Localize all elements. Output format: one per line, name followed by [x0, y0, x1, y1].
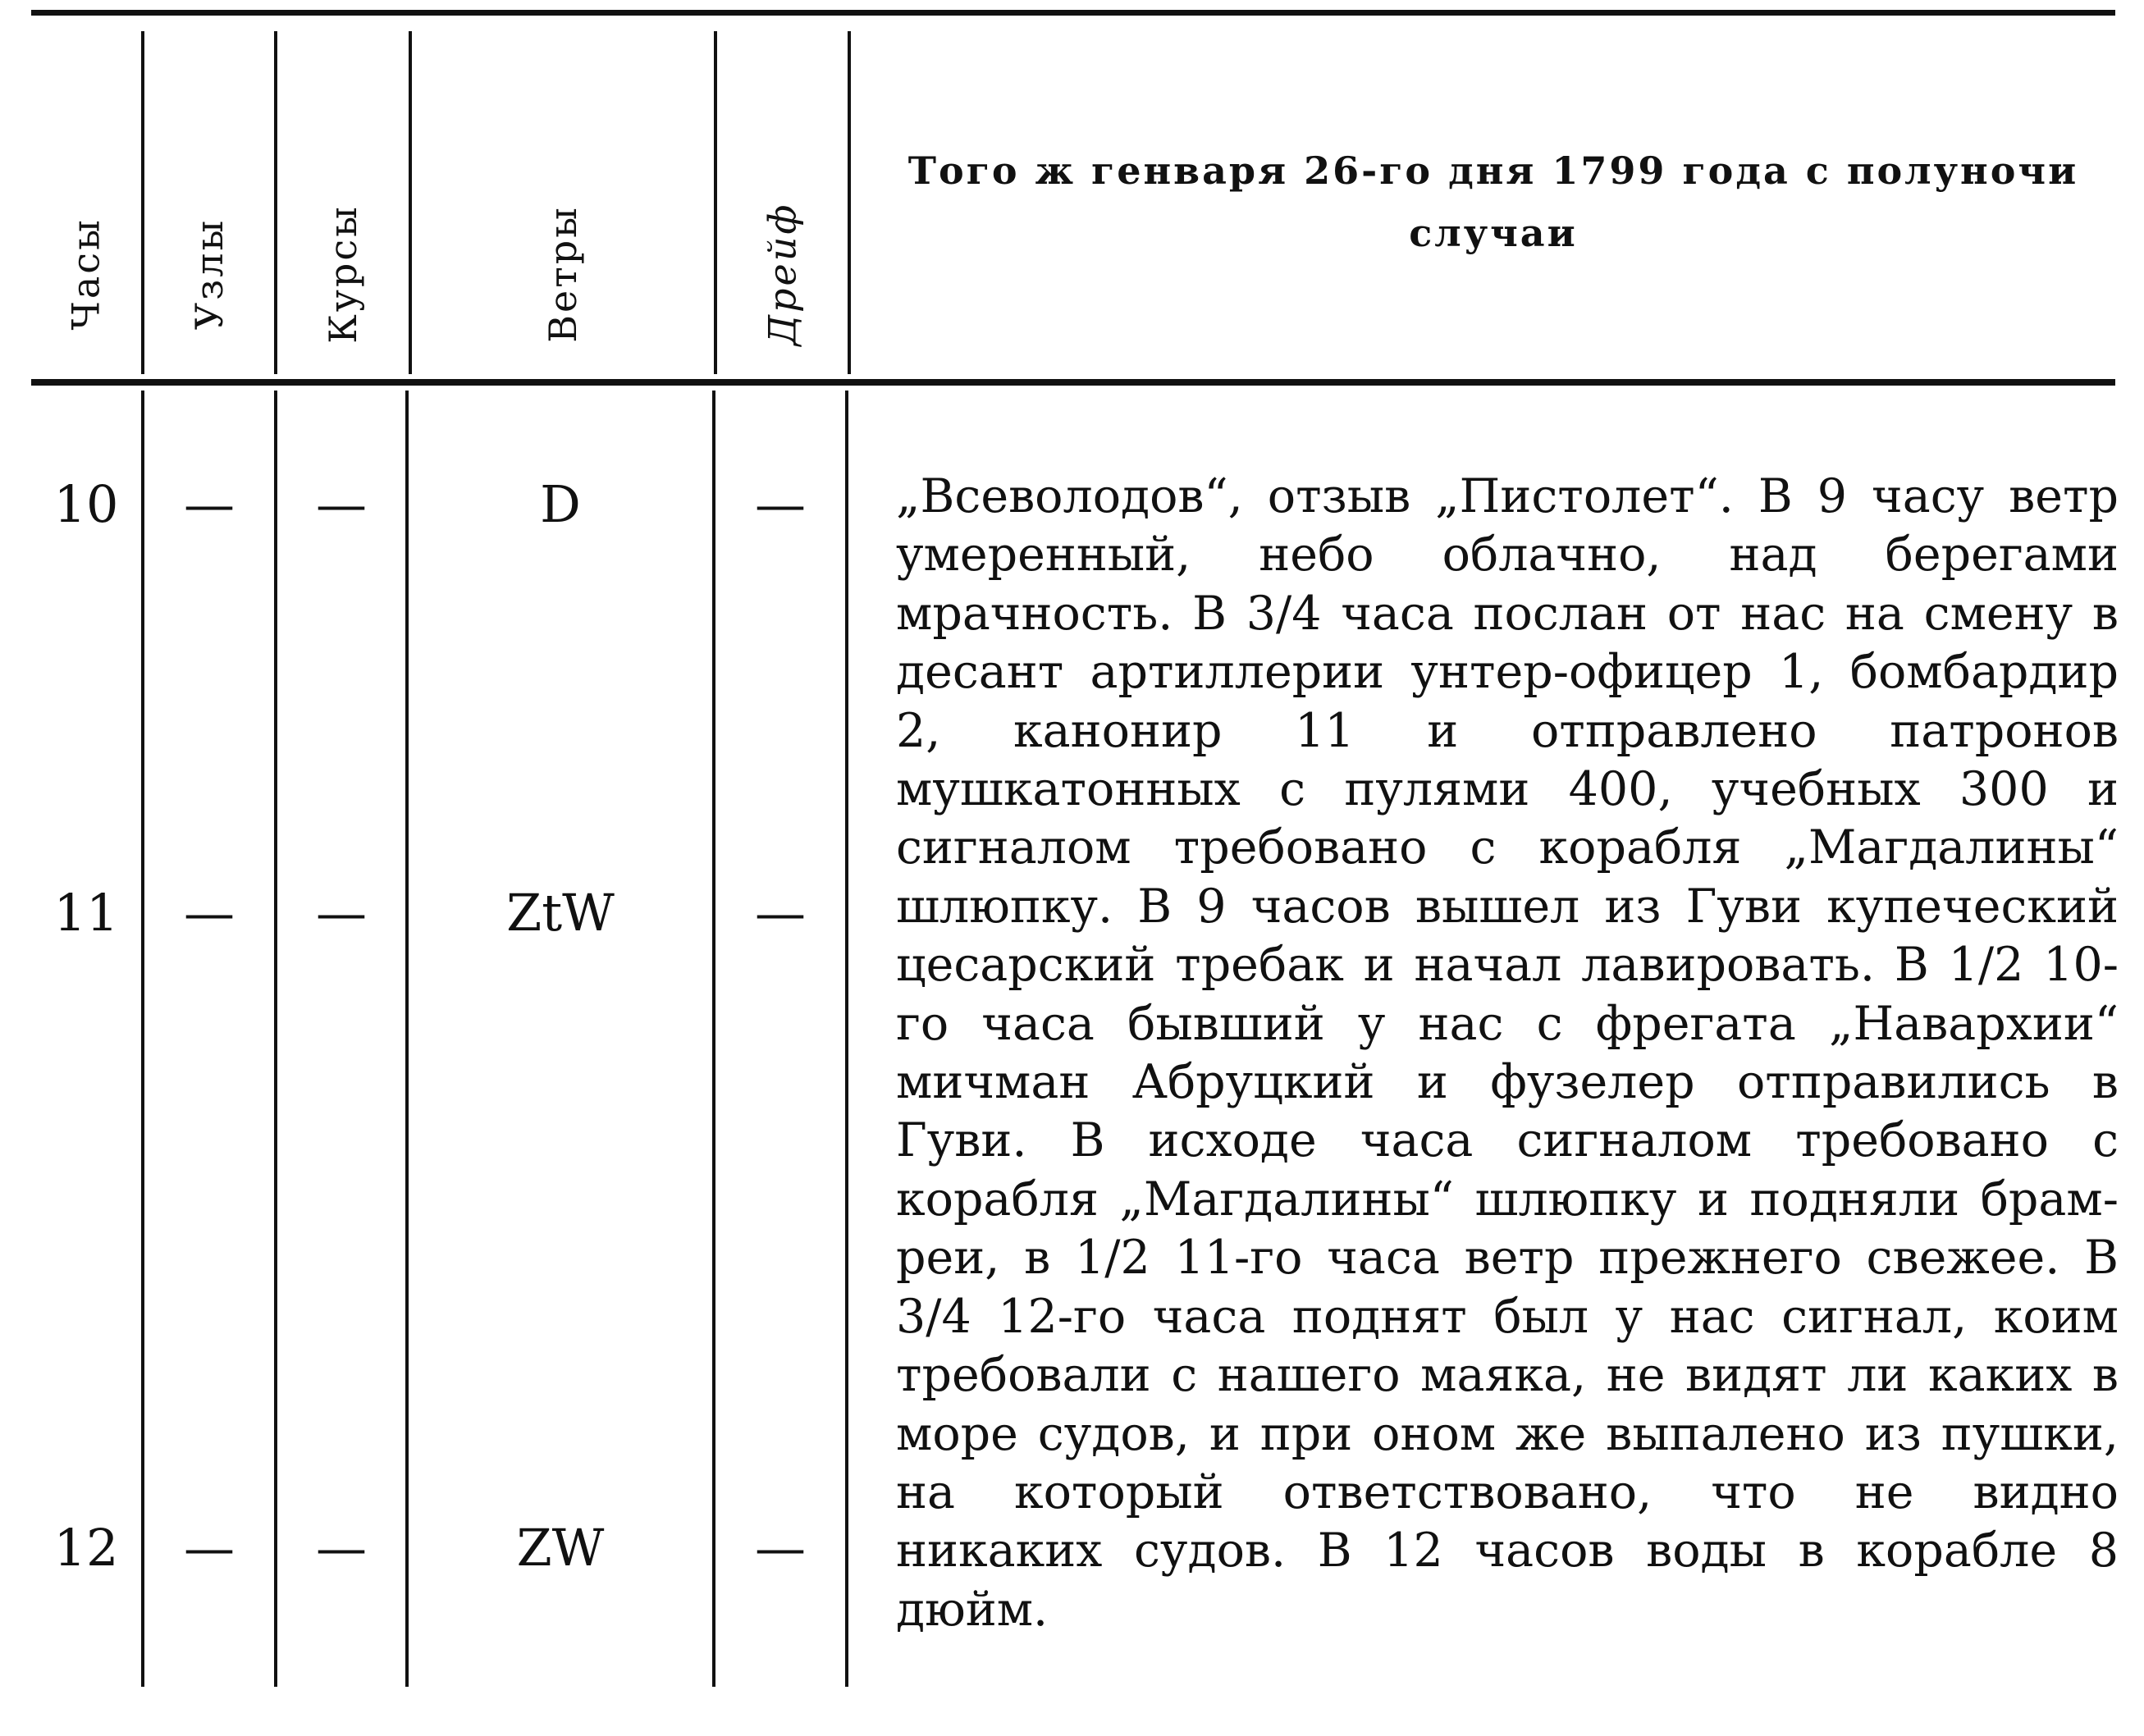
journal-entry [896, 468, 2119, 1639]
course-cell: — [316, 1518, 367, 1578]
wind-cell: ZtW [506, 883, 615, 943]
course-cell: — [316, 883, 367, 943]
column-divider [712, 391, 715, 1687]
heading-line-1: Того ж генваря 26-го дня 1799 года с полуночи [907, 148, 2079, 193]
knots-cell: — [184, 474, 235, 534]
journal-entry-text: „Всеволодов“, отзыв „Пистолет“. В 9 часу ветр умеренный, небо облачно, над берегами мрачность. В 3/4 часа послан от нас на смену в десант артиллерии унтер-офицер 1, бомбардир 2, канонир 11 и отправлено патронов мушкатонных с пулями 400, учебных 300 и сигналом требовано с корабля „Магдалины“ шлюпку. В 9 часов вышел из Гуви купеческий цесарский требак и начал лавировать. В 1/2 10-го часа бывший у нас с фрегата „Навархии“ мичман Абруцкий и фузелер отправились в Гуви. В исходе часа сигналом требовано с корабля „Магдалины“ шлюпку и подняли брам-реи, в 1/2 11-го часа ветр прежнего свежее. В 3/4 12-го часа поднят был у нас сигнал, коим требовали с нашего маяка, не видят ли каких в море судов, и при оном же выпалено из пушки, на который ответствовано, что не видно никаких судов. В 12 часов воды в корабле 8 дюйм. [896, 469, 2119, 1637]
journal-heading [853, 139, 2133, 264]
drift-cell: — [755, 474, 806, 534]
column-header-knots: Узлы [186, 217, 231, 331]
column-divider [274, 391, 277, 1687]
column-header-hours: Часы [64, 217, 109, 331]
wind-cell: ZW [516, 1518, 605, 1578]
wind-cell: D [540, 474, 581, 534]
column-divider [141, 391, 144, 1687]
column-header-drift: Дрейф [760, 202, 805, 346]
column-divider [845, 391, 848, 1687]
hour-cell: 10 [53, 474, 119, 534]
drift-cell: — [755, 1518, 806, 1578]
knots-cell: — [184, 1518, 235, 1578]
column-divider [848, 31, 851, 374]
hour-cell: 11 [53, 883, 119, 943]
column-header-courses: Курсы [321, 204, 365, 344]
hour-cell: 12 [53, 1518, 119, 1578]
column-divider [405, 391, 409, 1687]
knots-cell: — [184, 883, 235, 943]
drift-cell: — [755, 883, 806, 943]
heading-line-2: случаи [1409, 211, 1578, 255]
header-rule [31, 379, 2115, 386]
top-rule [31, 10, 2115, 16]
course-cell: — [316, 474, 367, 534]
column-header-winds: Ветры [540, 205, 585, 343]
